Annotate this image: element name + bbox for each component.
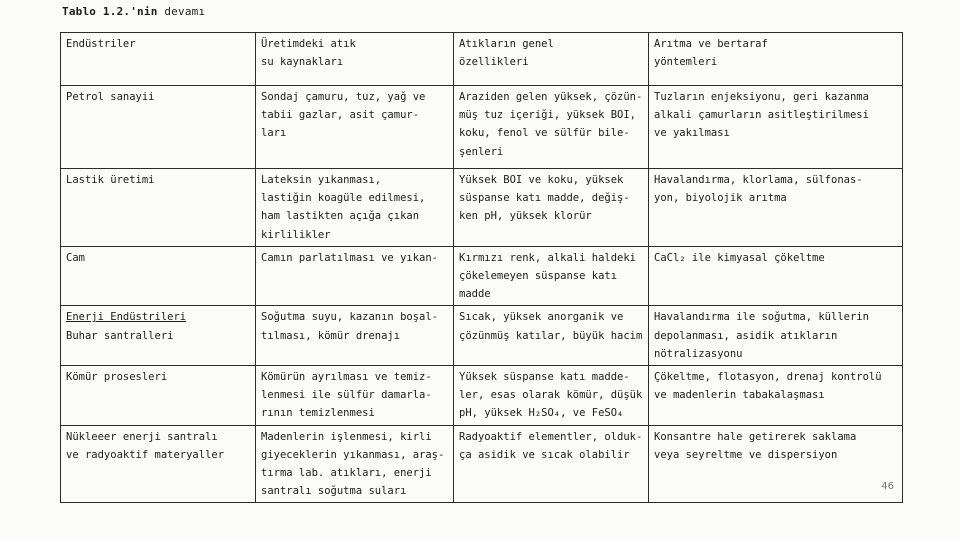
cell-sources: Kömürün ayrılması ve temiz- lenmesi ile sülfür damarla- rının temizlenmesi xyxy=(256,366,454,426)
table-row xyxy=(61,366,903,426)
cell-sources: Madenlerin işlenmesi, kirli giyeceklerin yıkanması, araş- tırma lab. atıkları, enerji santralı soğutma suları xyxy=(256,425,454,503)
industry-group-title: Enerji Endüstrileri xyxy=(66,311,187,324)
table-row xyxy=(61,246,903,306)
cell-treatment: Tuzların enjeksiyonu, geri kazanma alkali çamurların asitleştirilmesi ve yakılması xyxy=(649,86,903,169)
cell-industry: Cam xyxy=(61,246,256,306)
header-row xyxy=(61,33,903,86)
cell-characteristics: Yüksek süspanse katı madde- ler, esas olarak kömür, düşük pH, yüksek H₂SO₄, ve FeSO₄ xyxy=(454,366,649,426)
caption-prefix: Tablo 1.2.'nin xyxy=(62,5,158,18)
cell-industry: Kömür prosesleri xyxy=(61,366,256,426)
header-characteristics: Atıkların genel özellikleri xyxy=(454,33,649,86)
industry-subtitle: Buhar santralleri xyxy=(66,329,174,342)
table-row xyxy=(61,306,903,366)
cell-characteristics: Kırmızı renk, alkali haldeki çökelemeyen süspanse katı madde xyxy=(454,246,649,306)
cell-characteristics: Radyoaktif elementler, olduk- ça asidik ve sıcak olabilir xyxy=(454,425,649,503)
page-number: 46 xyxy=(881,481,894,493)
cell-sources: Lateksin yıkanması, lastiğin koagüle edilmesi, ham lastikten açığa çıkan kirlilikler xyxy=(256,169,454,247)
cell-industry: Nükleeer enerji santralı ve radyoaktif materyaller xyxy=(61,425,256,503)
cell-treatment xyxy=(649,425,903,503)
cell-treatment: Havalandırma ile soğutma, küllerin depolanması, asidik atıkların nötralizasyonu xyxy=(649,306,903,366)
cell-characteristics: Araziden gelen yüksek, çözün- müş tuz içeriği, yüksek BOI, koku, fenol ve sülfür bile- şenleri xyxy=(454,86,649,169)
header-sources: Üretimdeki atık su kaynakları xyxy=(256,33,454,86)
table-row xyxy=(61,169,903,247)
cell-sources: Soğutma suyu, kazanın boşal- tılması, kömür drenajı xyxy=(256,306,454,366)
cell-treatment: Havalandırma, klorlama, sülfonas- yon, biyolojik arıtma xyxy=(649,169,903,247)
cell-treatment-text: Konsantre hale getirerek saklama veya seyreltme ve dispersiyon xyxy=(654,430,857,461)
cell-characteristics: Sıcak, yüksek anorganik ve çözünmüş katılar, büyük hacim xyxy=(454,306,649,366)
table-caption xyxy=(62,5,205,18)
cell-industry xyxy=(61,306,256,366)
cell-sources: Sondaj çamuru, tuz, yağ ve tabii gazlar, asit çamur- ları xyxy=(256,86,454,169)
cell-treatment: Çökeltme, flotasyon, drenaj kontrolü ve madenlerin tabakalaşması xyxy=(649,366,903,426)
cell-sources: Camın parlatılması ve yıkan- xyxy=(256,246,454,306)
industrial-wastewater-table xyxy=(60,32,903,503)
cell-industry: Petrol sanayii xyxy=(61,86,256,169)
header-industries: Endüstriler xyxy=(61,33,256,86)
header-treatment: Arıtma ve bertaraf yöntemleri xyxy=(649,33,903,86)
caption-suffix: devamı xyxy=(164,5,206,18)
cell-treatment: CaCl₂ ile kimyasal çökeltme xyxy=(649,246,903,306)
table-row xyxy=(61,86,903,169)
table-row xyxy=(61,425,903,503)
cell-industry: Lastik üretimi xyxy=(61,169,256,247)
cell-characteristics: Yüksek BOI ve koku, yüksek süspanse katı madde, değiş- ken pH, yüksek klorür xyxy=(454,169,649,247)
